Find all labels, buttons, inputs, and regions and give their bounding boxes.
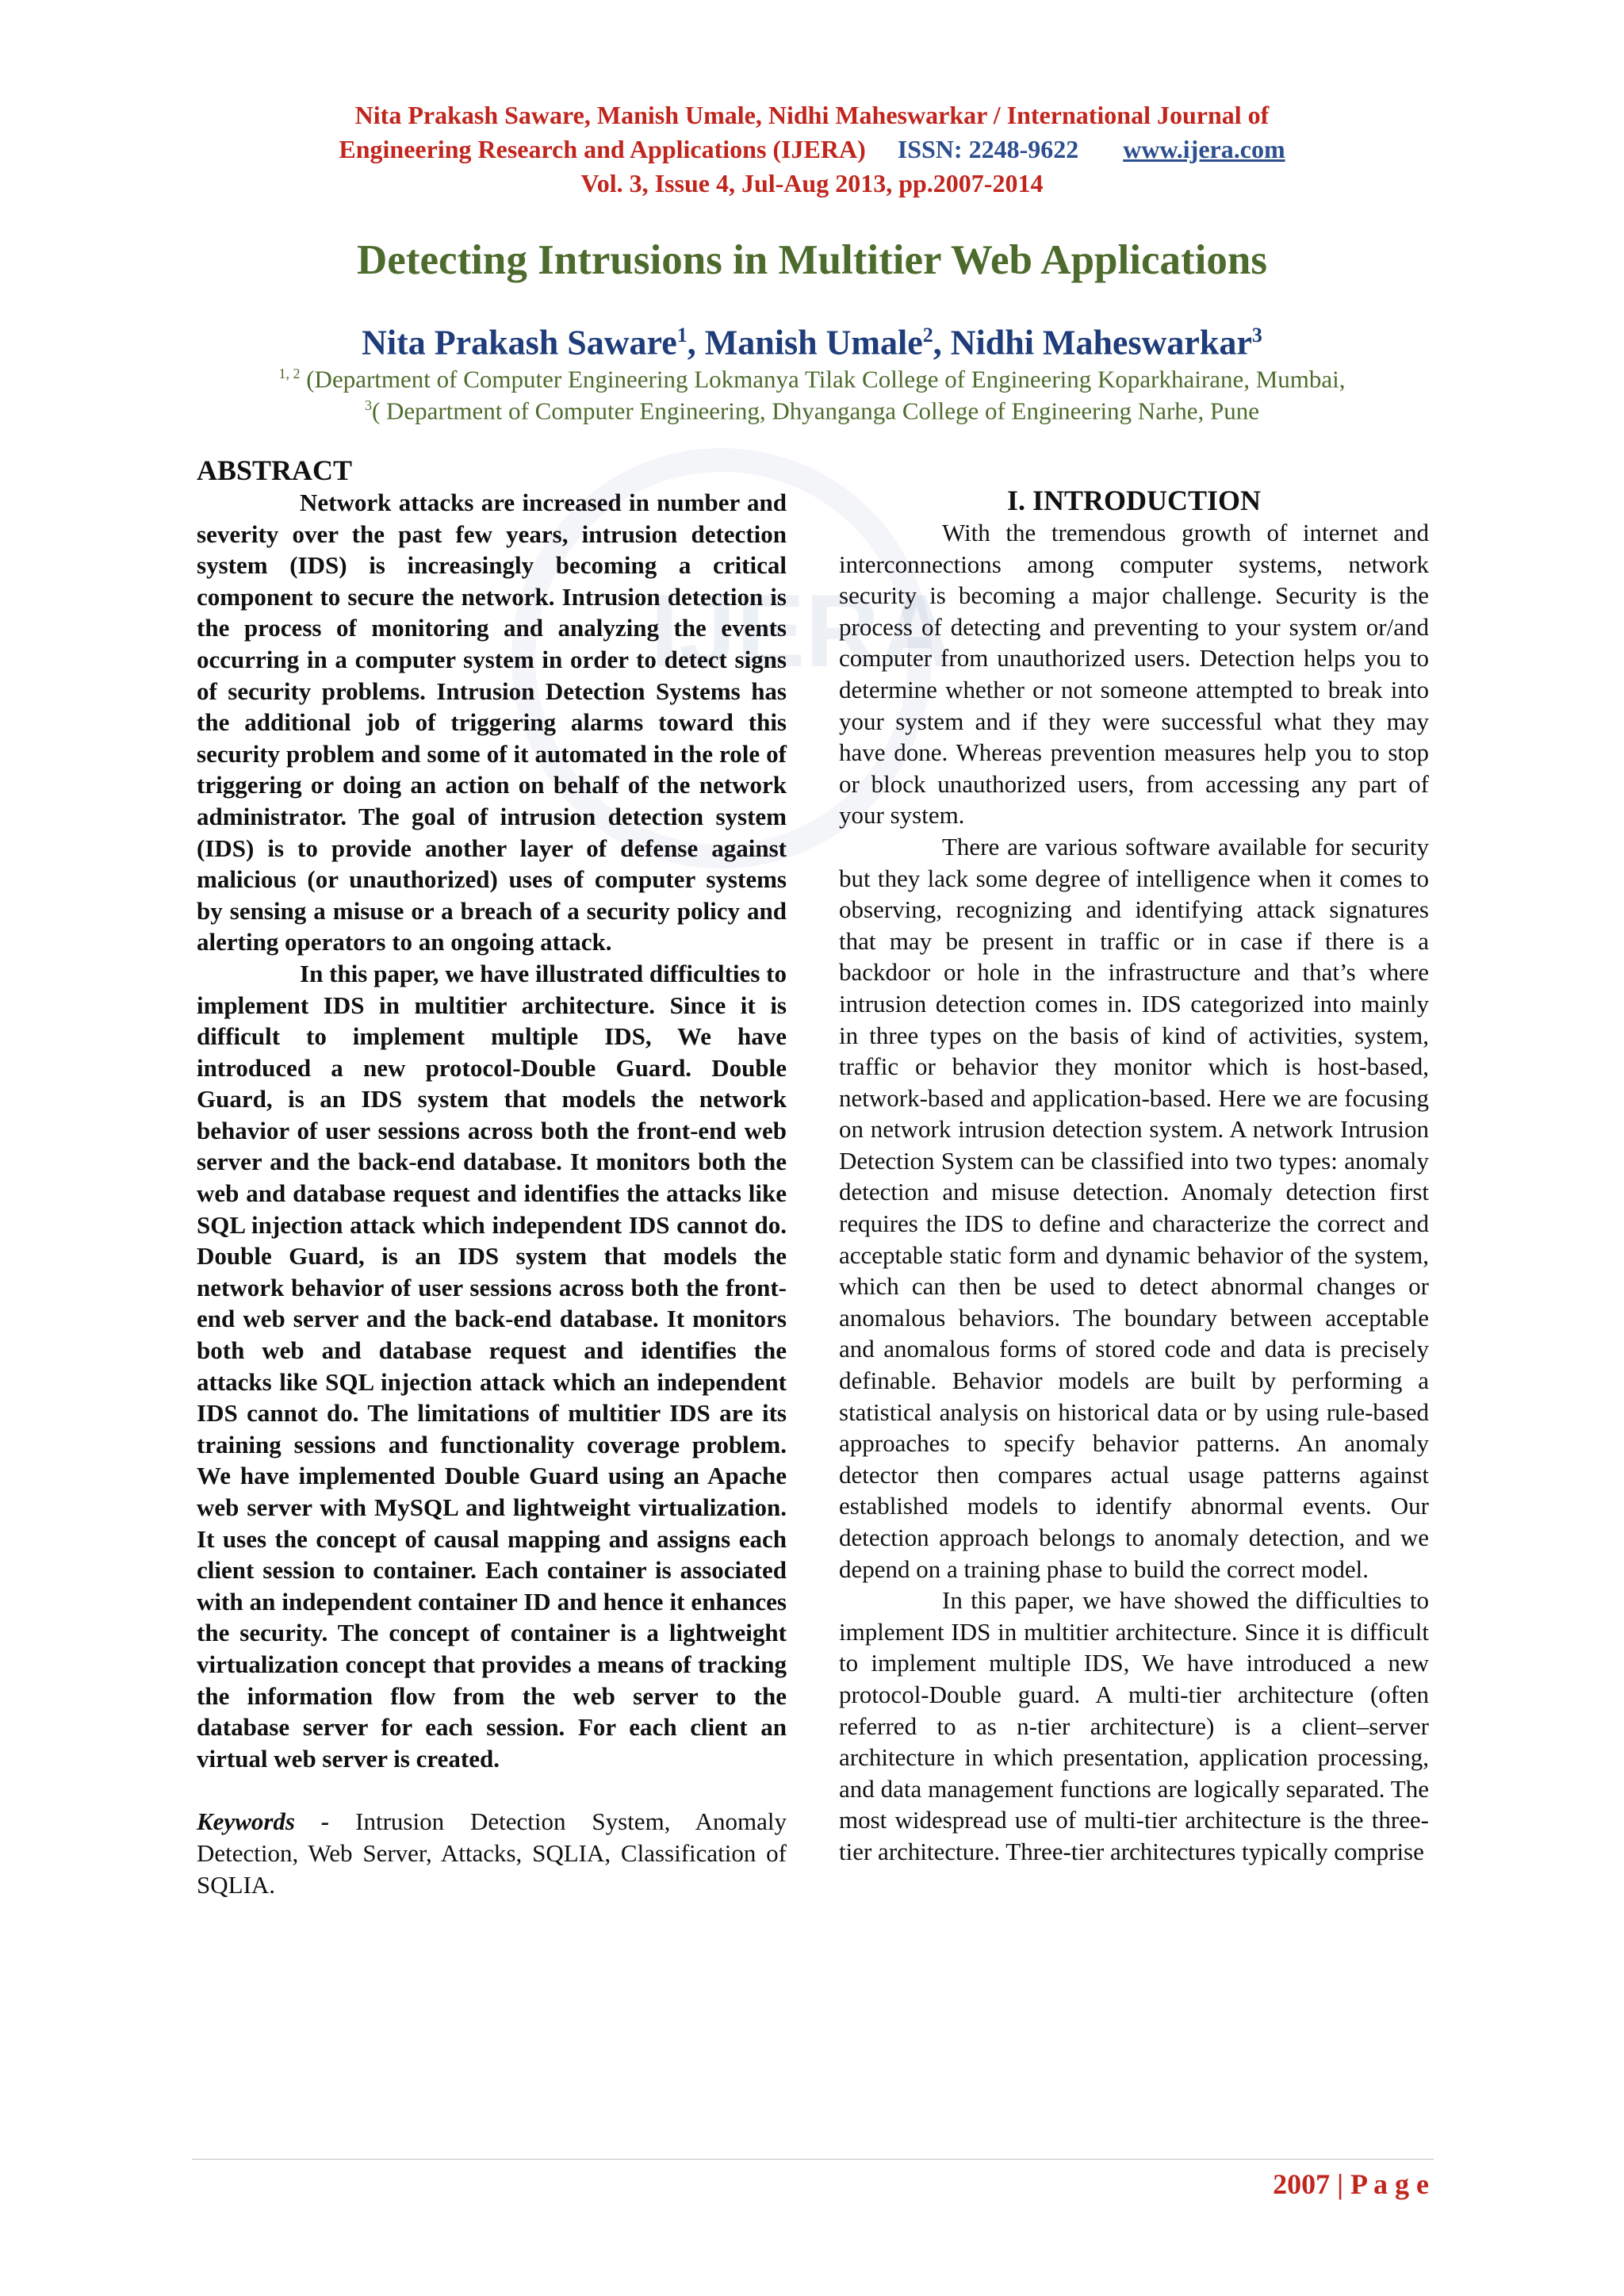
abstract-paragraph: In this paper, we have illustrated difficulties to implement IDS in multitier architecture. Since it is difficult to implement multiple IDS, We have introduced a new protocol-Double Guard. Double Guard, is an IDS system that models the network behavior of user sessions across both the front-end web server and the back-end database. It monitors both the web and database request and identifies the attacks like SQL injection attack which independent IDS cannot do. Double Guard, is an IDS system that models the network behavior of user sessions across both the front-end web server and the back-end database. It monitors both web and database request and identifies the attacks like SQL injection attack which an independent IDS cannot do. The limitations of multitier IDS are its training sessions and functionality coverage problem. We have implemented Double Guard using an Apache web server with MySQL and lightweight virtualization. It uses the concept of causal mapping and assigns each client session to container. Each container is associated with an independent container ID and hence it enhances the security. The concept of container is a lightweight virtualization concept that provides a means of tracking the information flow from the web server to the database server for each session. For each client an virtual web server is created. xyxy=(197,959,787,1773)
author-list: Nita Prakash Saware$^1$, Manish Umale$^2$, Nidhi Maheswarkar$^3$ xyxy=(362,323,1262,362)
abstract-paragraph: Network attacks are increased in number and severity over the past few years, intrusion detection system (IDS) is increasingly becoming a critical component to secure the network. Intrusion detection is the process of monitoring and analyzing the events occurring in a computer system in order to detect signs of security problems. Intrusion Detection Systems has the additional job of triggering alarms toward this security problem and some of it automated in the role of triggering or doing an action on behalf of the network administrator. The goal of intrusion detection system (IDS) is to provide another layer of defense against malicious (or unauthorized) uses of computer systems by sensing a misuse or a breach of a security policy and alerting operators to an ongoing attack. xyxy=(197,489,787,956)
introduction-column xyxy=(839,517,1429,1868)
issn: ISSN: 2248-9622 xyxy=(897,135,1079,163)
intro-paragraph: There are various software available for security but they lack some degree of intelligence when it comes to observing, recognizing and identifying attack signatures that may be present in traffic or in case if there is a backdoor or hole in the infrastructure and that’s where intrusion detection comes in. IDS categorized into mainly in three types on the basis of kind of activities, system, traffic or behavior they monitor which is host-based, network-based and application-based. Here we are focusing on network intrusion detection system. A network Intrusion Detection System can be classified into two types: anomaly detection and misuse detection. Anomaly detection first requires the IDS to define and characterize the correct and acceptable static form and dynamic behavior of the system, which can then be used to detect abnormal changes or anomalous behaviors. The boundary between acceptable and anomalous forms of stored code and data is precisely definable. Behavior models are built by performing a statistical analysis on historical data or by using rule-based approaches to specify behavior patterns. An anomaly detector then compares actual usage patterns against established models to identify abnormal events. Our detection approach belongs to anomaly detection, and we depend on a training phase to build the correct model. xyxy=(839,832,1429,1583)
abstract-heading: ABSTRACT xyxy=(197,454,353,486)
abstract-column xyxy=(197,454,787,1900)
running-header-line2 xyxy=(0,132,1624,167)
keywords-label: Keywords - xyxy=(197,1807,330,1836)
running-header-line3: Vol. 3, Issue 4, Jul-Aug 2013, pp.2007-2014 xyxy=(580,169,1044,197)
author-name: Nita Prakash Saware xyxy=(362,323,677,362)
page-label: | P a g e xyxy=(1337,2168,1429,2200)
running-header-line1: Nita Prakash Saware, Manish Umale, Nidhi Maheswarkar / International Journal of xyxy=(354,101,1270,129)
intro-paragraph: With the tremendous growth of internet and interconnections among computer systems, network security is becoming a major challenge. Security is the process of detecting and preventing to your system or/and computer from unauthorized users. Detection helps you to determine whether or not someone attempted to break into your system and if they were successful what they may have done. Whereas prevention measures help you to stop or block unauthorized users, from accessing any part of your system. xyxy=(839,519,1429,830)
page-footer xyxy=(1273,2167,1429,2202)
introduction-heading: I. INTRODUCTION xyxy=(1006,485,1262,516)
author-name: Nidhi Maheswarkar xyxy=(950,323,1252,362)
affiliation-1: $^{1, 2}$ (Department of Computer Engineering Lokmanya Tilak College of Engineering Koparkhairane, Mumbai, xyxy=(278,365,1346,393)
author-name: Manish Umale xyxy=(704,323,923,362)
keywords xyxy=(197,1806,787,1900)
svg-text:IJERA: IJERA xyxy=(650,573,954,688)
footer-divider xyxy=(192,2159,1434,2160)
journal-name: Engineering Research and Applications (IJERA) xyxy=(339,135,866,163)
affiliation-2: $^3$( Department of Computer Engineering, Dhyanganga College of Engineering Narhe, Pune xyxy=(364,397,1260,425)
page-number: 2007 xyxy=(1273,2168,1331,2200)
journal-url-link[interactable]: www.ijera.com xyxy=(1123,135,1285,163)
intro-paragraph: In this paper, we have showed the difficulties to implement IDS in multitier architecture. Since it is difficult to implement multiple IDS, We have introduced a new protocol-Double guard. A multi-tier architecture (often referred to as n-tier architecture) is a client–server architecture in which presentation, application processing, and data management functions are logically separated. The most widespread use of multi-tier architecture is the three-tier architecture. Three-tier architectures typically comprise xyxy=(839,1586,1429,1865)
paper-title: Detecting Intrusions in Multitier Web Applications xyxy=(357,237,1267,283)
keywords-text: Intrusion Detection System, Anomaly Detection, Web Server, Attacks, SQLIA, Classification of SQLIA. xyxy=(197,1807,787,1899)
